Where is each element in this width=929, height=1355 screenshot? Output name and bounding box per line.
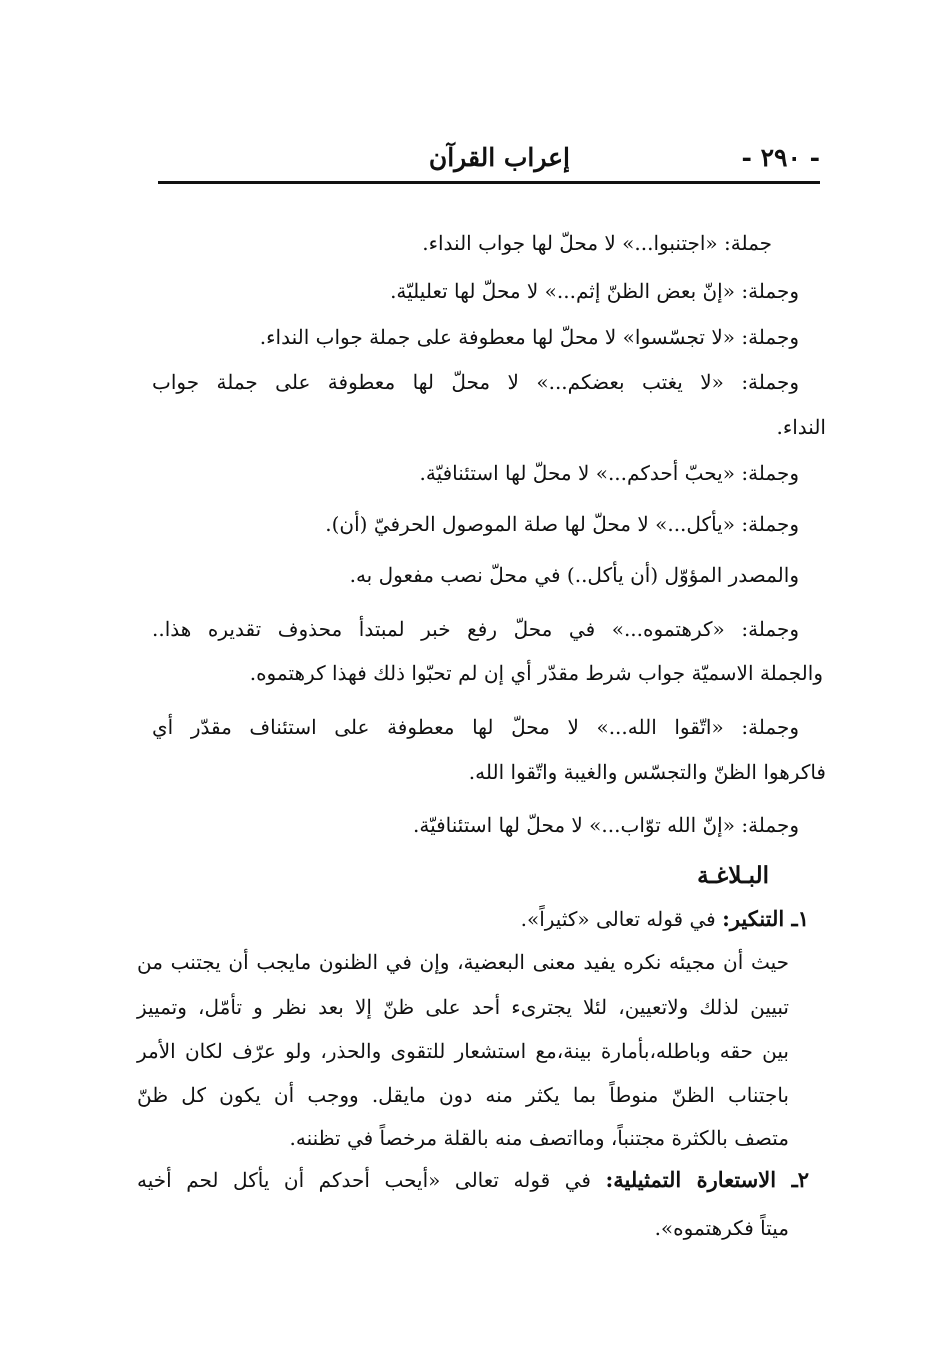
body-line: متصف بالكثرة مجتنباً، ومااتصف منه بالقلة مرخصاً في تظننه. [289, 1126, 789, 1150]
irab-line: وجملة: «لا يغتب بعضكم...» لا محلّ لها معطوفة على جملة جواب [152, 370, 799, 394]
body-line: تبيين لذلك ولاتعيين، لئلا يجترىء أحد على ظنّ إلا بعد نظر و تأمّل، وتمييز [137, 995, 789, 1019]
book-title: إعراب القرآن [428, 143, 570, 172]
irab-line: وجملة: «كرهتموه...» في محلّ رفع خبر لمبتدأ محذوف تقديره هذا.. [152, 617, 799, 641]
irab-line: وجملة: «إنّ بعض الظنّ إثم...» لا محلّ لها تعليليّة. [390, 279, 799, 303]
body-line: باجتناب الظنّ منوطاً بما يكثر منه دون مايقل. ووجب أن يكون كل ظنّ [137, 1083, 789, 1107]
irab-line: النداء. [776, 415, 826, 439]
section-title-balagha: البـلاغـة [697, 862, 769, 889]
irab-line: جملة: «اجتنبوا...» لا محلّ لها جواب النداء. [422, 231, 772, 255]
irab-line: وجملة: «لا تجسّسوا» لا محلّ لها معطوفة على جملة جواب النداء. [259, 325, 799, 349]
header-rule [158, 181, 820, 184]
irab-line: وجملة: «اتّقوا الله...» لا محلّ لها معطوفة على استئناف مقدّر أي [152, 715, 799, 739]
irab-line: فاكرهوا الظنّ والتجسّس والغيبة واتّقوا الله. [468, 760, 826, 784]
item-text: في قوله تعالى «كثيراً». [520, 907, 716, 931]
balagha-item-2 [137, 1165, 809, 1195]
body-line: بين حقه وباطله،بأمارة بينة،مع استشعار للتقوى والحذر، ولو عرّف لكان الأمر [137, 1039, 789, 1063]
running-header [158, 143, 820, 183]
body-line: ميتاً فكرهتموه». [654, 1216, 789, 1240]
irab-line: وجملة: «يحبّ أحدكم...» لا محلّ لها استئنافيّة. [419, 461, 799, 485]
irab-line: وجملة: «يأكل...» لا محلّ لها صلة الموصول الحرفيّ (أن). [325, 512, 799, 536]
item-label: ١ـ التنكير: [722, 906, 809, 931]
irab-line: والمصدر المؤوّل (أن يأكل..) في محلّ نصب مفعول به. [349, 563, 799, 587]
page-number: - ٢٩٠ - [741, 143, 820, 172]
irab-line: والجملة الاسميّة جواب شرط مقدّر أي إن لم تحبّوا ذلك فهذا كرهتموه. [249, 661, 823, 685]
item-text: في قوله تعالى «أيحب أحدكم أن يأكل لحم أخيه [137, 1168, 591, 1192]
irab-line: وجملة: «إنّ الله توّاب...» لا محلّ لها استئنافيّة. [412, 813, 799, 837]
item-label: ٢ـ الاستعارة التمثيلية: [605, 1167, 809, 1192]
balagha-item-1 [521, 904, 809, 934]
body-line: حيث أن مجيئه نكره يفيد معنى البعضية، وإن في الظنون مايجب أن يجتنب من [137, 950, 789, 974]
